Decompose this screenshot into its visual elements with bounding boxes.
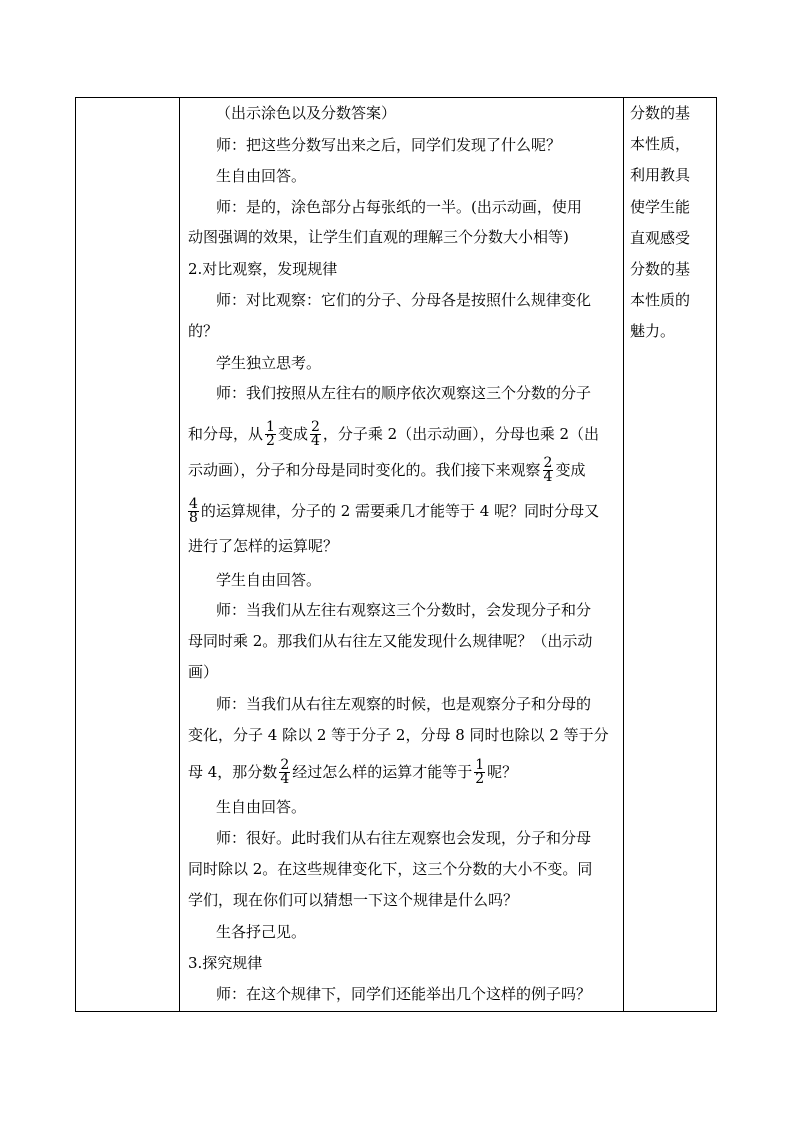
text-line-with-fractions: 示动画），分子和分母是同时变化的。我们接下来观察 $\frac{2}{4}$ 变成 [188, 454, 586, 485]
side-text-line: 魅力。 [630, 322, 676, 340]
text-line: 学生独立思考。 [216, 354, 322, 372]
text-line: 师：是的，涂色部分占每张纸的一半。(出示动画，使用 [216, 198, 582, 216]
side-text-line: 本性质的 [630, 291, 691, 309]
text-line: 的？ [188, 322, 219, 340]
text-line: 画） [188, 663, 219, 681]
side-text-line: 利用教具 [630, 166, 691, 184]
text-line: （出示涂色以及分数答案） [216, 104, 397, 122]
fraction: $\frac{2}{4}$ [310, 418, 320, 449]
text-line: 学们，现在你们可以猜想一下这个规律是什么吗？ [188, 891, 519, 909]
text-line: 生自由回答。 [216, 167, 307, 185]
section-heading: 2.对比观察，发现规律 [188, 260, 338, 278]
text-line: 动图强调的效果，让学生们直观的理解三个分数大小相等) [188, 228, 569, 246]
text-line-with-fractions: $\frac{4}{8}$ 的运算规律，分子的 2 需要乘几才能等于 4 呢？同时分母又 [189, 495, 600, 526]
text-line: 生各抒己见。 [216, 923, 307, 941]
fraction: $\frac{1}{2}$ [475, 756, 485, 787]
text-line-with-fractions: 和分母，从 $\frac{1}{2}$ 变成 $\frac{2}{4}$ ，分子乘 2（出示动画），分母也乘 2（出 [188, 418, 599, 449]
text-line: 变化，分子 4 除以 2 等于分子 2，分母 8 同时也除以 2 等于分 [188, 726, 609, 744]
text-line: 进行了怎样的运算呢？ [188, 537, 339, 555]
text-line: 同时除以 2。在这些规律变化下，这三个分数的大小不变。同 [188, 860, 593, 878]
table-left-border [75, 97, 76, 1012]
column-divider-2 [623, 97, 624, 1012]
side-text-line: 分数的基 [630, 260, 691, 278]
text-line: 师：对比观察：它们的分子、分母各是按照什么规律变化 [216, 291, 592, 309]
text-line: 师：当我们从左往右观察这三个分数时，会发现分子和分 [216, 601, 592, 619]
section-heading: 3.探究规律 [188, 954, 263, 972]
text-line: 学生自由回答。 [216, 571, 322, 589]
text-line: 母同时乘 2。那我们从右往左又能发现什么规律呢？（出示动 [188, 632, 593, 650]
side-text-line: 本性质， [630, 135, 691, 153]
side-text-line: 直观感受 [630, 229, 691, 247]
side-text-line: 分数的基 [630, 104, 691, 122]
side-text-line: 使学生能 [630, 198, 691, 216]
text-line: 师：我们按照从左往右的顺序依次观察这三个分数的分子 [216, 384, 592, 402]
column-divider-1 [179, 97, 180, 1012]
fraction: $\frac{2}{4}$ [543, 454, 553, 485]
fraction: $\frac{1}{2}$ [266, 418, 275, 449]
text-line: 师：在这个规律下，同学们还能举出几个这样的例子吗？ [216, 985, 592, 1003]
table-right-border [716, 97, 717, 1012]
text-line-with-fractions: 母 4，那分数 $\frac{2}{4}$ 经过怎么样的运算才能等于 $\frac{1}{2}$ 呢？ [188, 756, 518, 787]
fraction: $\frac{2}{4}$ [280, 756, 290, 787]
fraction: $\frac{4}{8}$ [189, 495, 198, 526]
text-line: 生自由回答。 [216, 798, 307, 816]
text-line: 师：当我们从右往左观察的时候，也是观察分子和分母的 [216, 695, 592, 713]
text-line: 师：把这些分数写出来之后，同学们发现了什么呢？ [216, 136, 562, 154]
text-line: 师：很好。此时我们从右往左观察也会发现，分子和分母 [216, 829, 592, 847]
